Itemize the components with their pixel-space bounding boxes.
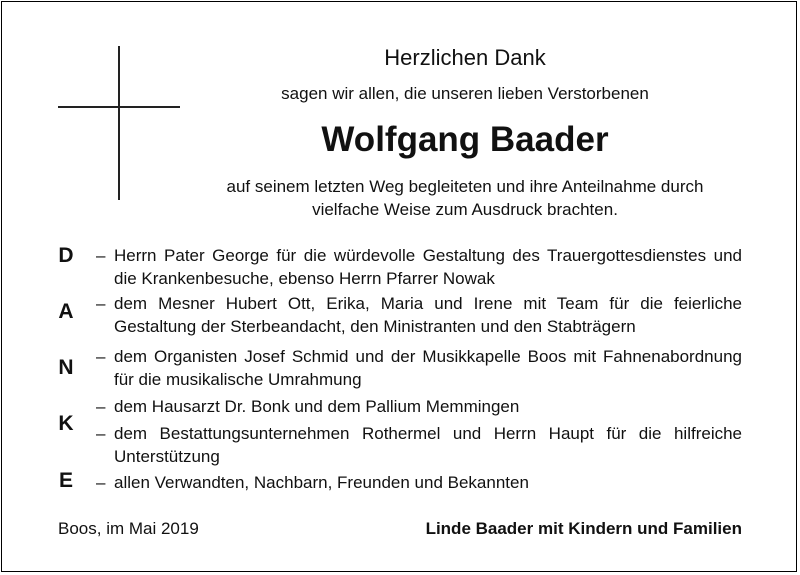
danke-letter-n: N	[58, 356, 74, 379]
thanks-item-text: dem Organisten Josef Schmid und der Musikkapelle Boos mit Fahnenabordnung für die musikalische Umrahmung	[114, 347, 742, 389]
item-dash: –	[96, 473, 106, 492]
danke-letter-k: K	[58, 412, 74, 435]
item-dash: –	[96, 424, 106, 443]
thanks-item-text: dem Hausarzt Dr. Bonk und dem Pallium Memmingen	[114, 397, 520, 416]
danke-letter-e: E	[58, 469, 73, 492]
notice-subheading: sagen wir allen, die unseren lieben Verstorbenen	[281, 84, 649, 103]
notice-body-line-1: auf seinem letzten Weg begleiteten und ihre Anteilnahme durch	[226, 177, 704, 196]
thanks-item-text: dem Bestattungsunternehmen Rothermel und Herrn Haupt für die hilfreiche Unterstützung	[114, 424, 742, 466]
thanks-item	[96, 471, 742, 494]
thanks-item-text: allen Verwandten, Nachbarn, Freunden und Bekannten	[114, 473, 529, 492]
thanks-item	[96, 345, 742, 391]
thanks-item-text: dem Mesner Hubert Ott, Erika, Maria und Irene mit Team für die feierliche Gestaltung der Sterbeandacht, den Ministranten und den Stabträgern	[114, 294, 742, 336]
thanks-item	[96, 395, 742, 418]
item-dash: –	[96, 397, 106, 416]
thanks-item	[96, 292, 742, 338]
signature: Linde Baader mit Kindern und Familien	[425, 519, 742, 538]
item-dash: –	[96, 294, 106, 313]
notice-body	[168, 175, 762, 221]
item-dash: –	[96, 347, 106, 366]
item-dash: –	[96, 246, 106, 265]
cross-icon	[118, 46, 120, 200]
danke-letter-d: D	[58, 244, 74, 267]
cross-icon-bar	[58, 106, 180, 108]
danke-letter-a: A	[58, 300, 74, 323]
deceased-name: Wolfgang Baader	[321, 120, 609, 159]
thanks-item-text: Herrn Pater George für die würdevolle Gestaltung des Trauergottesdienstes und die Krankenbesuche, ebenso Herrn Pfarrer Nowak	[114, 246, 742, 288]
thanks-item	[96, 244, 742, 290]
thanks-item	[96, 422, 742, 468]
notice-heading: Herzlichen Dank	[384, 45, 546, 70]
place-date: Boos, im Mai 2019	[58, 519, 199, 538]
notice-body-line-2: vielfache Weise zum Ausdruck brachten.	[312, 200, 618, 219]
